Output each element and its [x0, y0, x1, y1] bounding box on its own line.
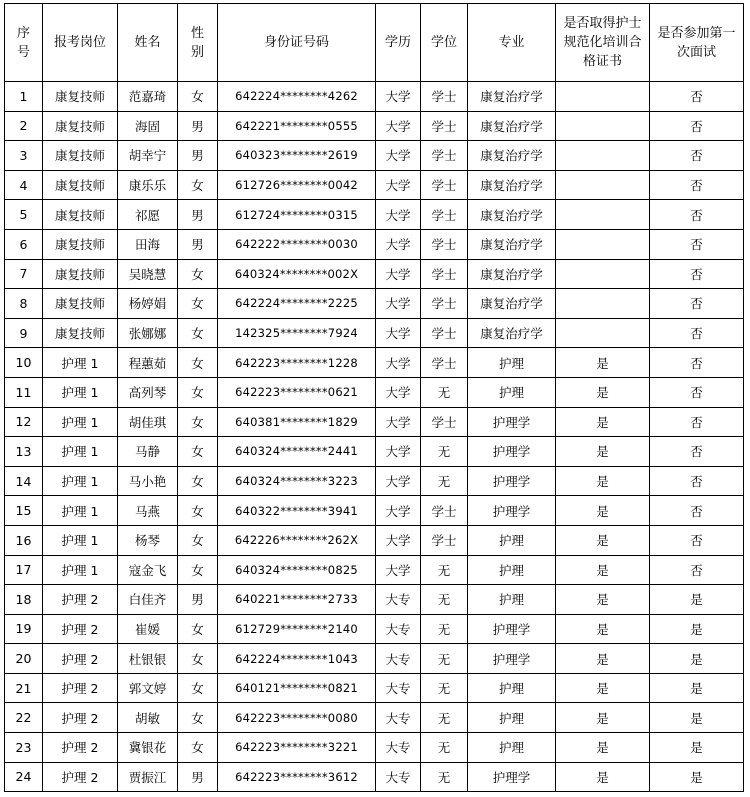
education-cell: 大专: [376, 703, 421, 733]
name-cell: 马燕: [118, 496, 178, 526]
major-cell: 护理: [468, 377, 556, 407]
gender-cell: 男: [178, 200, 218, 230]
education-cell: 大学: [376, 437, 421, 467]
gender-cell: 女: [178, 318, 218, 348]
seq-cell: 16: [5, 525, 43, 555]
first-interview-cell: 否: [650, 141, 744, 171]
table-row: [5, 703, 744, 733]
id-number-cell: 642223********3612: [218, 762, 376, 792]
seq-cell: 9: [5, 318, 43, 348]
table-row: [5, 348, 744, 378]
gender-cell: 女: [178, 703, 218, 733]
first-interview-cell: 否: [650, 496, 744, 526]
degree-cell: 学士: [421, 525, 468, 555]
first-interview-cell: 是: [650, 733, 744, 763]
seq-cell: 11: [5, 377, 43, 407]
first-interview-cell: 是: [650, 762, 744, 792]
major-cell: 康复治疗学: [468, 170, 556, 200]
table-row: [5, 555, 744, 585]
nurse-certificate-cell: 是: [556, 466, 650, 496]
id-number-cell: 640323********2619: [218, 141, 376, 171]
major-cell: 护理学: [468, 496, 556, 526]
id-number-cell: 142325********7924: [218, 318, 376, 348]
seq-cell: 8: [5, 289, 43, 319]
name-cell: 高列琴: [118, 377, 178, 407]
table-row: [5, 644, 744, 674]
id-number-cell: 640381********1829: [218, 407, 376, 437]
id-number-cell: 640324********0825: [218, 555, 376, 585]
table-row: [5, 229, 744, 259]
degree-cell: 无: [421, 614, 468, 644]
first-interview-cell: 否: [650, 407, 744, 437]
header-nurse-certificate: 是否取得护士规范化培训合格证书: [556, 4, 650, 82]
education-cell: 大专: [376, 673, 421, 703]
first-interview-cell: 是: [650, 703, 744, 733]
seq-cell: 18: [5, 585, 43, 615]
seq-cell: 23: [5, 733, 43, 763]
education-cell: 大学: [376, 111, 421, 141]
gender-cell: 女: [178, 377, 218, 407]
table-row: [5, 111, 744, 141]
position-cell: 护理 2: [43, 644, 118, 674]
seq-cell: 19: [5, 614, 43, 644]
nurse-certificate-cell: 是: [556, 733, 650, 763]
gender-cell: 男: [178, 229, 218, 259]
gender-cell: 女: [178, 82, 218, 112]
education-cell: 大学: [376, 318, 421, 348]
education-cell: 大学: [376, 170, 421, 200]
nurse-certificate-cell: [556, 289, 650, 319]
header-id-number: 身份证号码: [218, 4, 376, 82]
nurse-certificate-cell: 是: [556, 407, 650, 437]
degree-cell: 学士: [421, 259, 468, 289]
first-interview-cell: 否: [650, 82, 744, 112]
first-interview-cell: 否: [650, 259, 744, 289]
name-cell: 范嘉琦: [118, 82, 178, 112]
id-number-cell: 642223********1228: [218, 348, 376, 378]
degree-cell: 学士: [421, 170, 468, 200]
first-interview-cell: 否: [650, 289, 744, 319]
gender-cell: 女: [178, 348, 218, 378]
first-interview-cell: 是: [650, 644, 744, 674]
table-row: [5, 259, 744, 289]
first-interview-cell: 否: [650, 111, 744, 141]
name-cell: 程蕙茹: [118, 348, 178, 378]
name-cell: 胡幸宁: [118, 141, 178, 171]
id-number-cell: 642224********1043: [218, 644, 376, 674]
header-seq: 序号: [5, 4, 43, 82]
first-interview-cell: 是: [650, 673, 744, 703]
nurse-certificate-cell: [556, 200, 650, 230]
degree-cell: 无: [421, 437, 468, 467]
position-cell: 护理 1: [43, 525, 118, 555]
name-cell: 白佳齐: [118, 585, 178, 615]
name-cell: 寇金飞: [118, 555, 178, 585]
table-row: [5, 614, 744, 644]
position-cell: 护理 2: [43, 703, 118, 733]
position-cell: 康复技师: [43, 111, 118, 141]
position-cell: 护理 2: [43, 673, 118, 703]
major-cell: 护理: [468, 673, 556, 703]
major-cell: 康复治疗学: [468, 111, 556, 141]
id-number-cell: 640322********3941: [218, 496, 376, 526]
header-name: 姓名: [118, 4, 178, 82]
seq-cell: 22: [5, 703, 43, 733]
seq-cell: 20: [5, 644, 43, 674]
education-cell: 大学: [376, 496, 421, 526]
major-cell: 护理: [468, 733, 556, 763]
major-cell: 护理: [468, 585, 556, 615]
degree-cell: 无: [421, 377, 468, 407]
position-cell: 护理 1: [43, 466, 118, 496]
seq-cell: 14: [5, 466, 43, 496]
header-major: 专业: [468, 4, 556, 82]
id-number-cell: 642222********0030: [218, 229, 376, 259]
position-cell: 康复技师: [43, 141, 118, 171]
gender-cell: 女: [178, 555, 218, 585]
gender-cell: 女: [178, 614, 218, 644]
name-cell: 崔媛: [118, 614, 178, 644]
id-number-cell: 640221********2733: [218, 585, 376, 615]
gender-cell: 女: [178, 525, 218, 555]
seq-cell: 12: [5, 407, 43, 437]
name-cell: 冀银花: [118, 733, 178, 763]
major-cell: 康复治疗学: [468, 259, 556, 289]
name-cell: 杨婷娟: [118, 289, 178, 319]
name-cell: 马小艳: [118, 466, 178, 496]
degree-cell: 无: [421, 733, 468, 763]
id-number-cell: 642224********2225: [218, 289, 376, 319]
gender-cell: 男: [178, 762, 218, 792]
education-cell: 大专: [376, 614, 421, 644]
name-cell: 胡敏: [118, 703, 178, 733]
gender-cell: 女: [178, 259, 218, 289]
major-cell: 护理学: [468, 644, 556, 674]
name-cell: 田海: [118, 229, 178, 259]
nurse-certificate-cell: [556, 229, 650, 259]
nurse-certificate-cell: [556, 170, 650, 200]
major-cell: 护理学: [468, 466, 556, 496]
name-cell: 郭文婷: [118, 673, 178, 703]
nurse-certificate-cell: [556, 111, 650, 141]
table-row: [5, 141, 744, 171]
table-header: [5, 4, 744, 82]
degree-cell: 学士: [421, 318, 468, 348]
major-cell: 康复治疗学: [468, 141, 556, 171]
gender-cell: 女: [178, 673, 218, 703]
education-cell: 大学: [376, 407, 421, 437]
education-cell: 大学: [376, 377, 421, 407]
first-interview-cell: 否: [650, 437, 744, 467]
header-first-interview: 是否参加第一次面试: [650, 4, 744, 82]
education-cell: 大学: [376, 259, 421, 289]
education-cell: 大专: [376, 762, 421, 792]
major-cell: 护理: [468, 555, 556, 585]
id-number-cell: 612724********0315: [218, 200, 376, 230]
degree-cell: 无: [421, 555, 468, 585]
education-cell: 大学: [376, 141, 421, 171]
degree-cell: 学士: [421, 200, 468, 230]
nurse-certificate-cell: 是: [556, 703, 650, 733]
seq-cell: 15: [5, 496, 43, 526]
first-interview-cell: 否: [650, 170, 744, 200]
education-cell: 大学: [376, 555, 421, 585]
nurse-certificate-cell: 是: [556, 377, 650, 407]
nurse-certificate-cell: 是: [556, 644, 650, 674]
seq-cell: 10: [5, 348, 43, 378]
id-number-cell: 640324********002X: [218, 259, 376, 289]
name-cell: 杜银银: [118, 644, 178, 674]
position-cell: 护理 1: [43, 555, 118, 585]
major-cell: 护理学: [468, 407, 556, 437]
name-cell: 吴晓慧: [118, 259, 178, 289]
first-interview-cell: 否: [650, 555, 744, 585]
first-interview-cell: 否: [650, 466, 744, 496]
table-row: [5, 496, 744, 526]
gender-cell: 女: [178, 437, 218, 467]
seq-cell: 2: [5, 111, 43, 141]
name-cell: 海固: [118, 111, 178, 141]
major-cell: 护理: [468, 348, 556, 378]
header-position: 报考岗位: [43, 4, 118, 82]
id-number-cell: 612729********2140: [218, 614, 376, 644]
table-row: [5, 377, 744, 407]
position-cell: 护理 1: [43, 496, 118, 526]
position-cell: 护理 2: [43, 614, 118, 644]
seq-cell: 13: [5, 437, 43, 467]
gender-cell: 女: [178, 407, 218, 437]
nurse-certificate-cell: [556, 82, 650, 112]
gender-cell: 女: [178, 466, 218, 496]
major-cell: 护理学: [468, 614, 556, 644]
education-cell: 大学: [376, 82, 421, 112]
gender-cell: 女: [178, 496, 218, 526]
education-cell: 大专: [376, 733, 421, 763]
degree-cell: 无: [421, 673, 468, 703]
position-cell: 康复技师: [43, 229, 118, 259]
position-cell: 护理 1: [43, 377, 118, 407]
education-cell: 大学: [376, 200, 421, 230]
degree-cell: 学士: [421, 82, 468, 112]
position-cell: 护理 2: [43, 762, 118, 792]
degree-cell: 学士: [421, 289, 468, 319]
nurse-certificate-cell: 是: [556, 348, 650, 378]
position-cell: 护理 1: [43, 407, 118, 437]
degree-cell: 学士: [421, 348, 468, 378]
table-row: [5, 525, 744, 555]
table-row: [5, 673, 744, 703]
nurse-certificate-cell: 是: [556, 525, 650, 555]
candidate-table: [4, 3, 744, 792]
seq-cell: 21: [5, 673, 43, 703]
id-number-cell: 642223********0080: [218, 703, 376, 733]
id-number-cell: 642224********4262: [218, 82, 376, 112]
first-interview-cell: 否: [650, 348, 744, 378]
degree-cell: 无: [421, 585, 468, 615]
first-interview-cell: 否: [650, 525, 744, 555]
first-interview-cell: 是: [650, 614, 744, 644]
nurse-certificate-cell: 是: [556, 496, 650, 526]
education-cell: 大学: [376, 289, 421, 319]
major-cell: 康复治疗学: [468, 318, 556, 348]
name-cell: 祁愿: [118, 200, 178, 230]
degree-cell: 学士: [421, 229, 468, 259]
table-row: [5, 82, 744, 112]
position-cell: 康复技师: [43, 200, 118, 230]
name-cell: 康乐乐: [118, 170, 178, 200]
nurse-certificate-cell: 是: [556, 762, 650, 792]
name-cell: 贾振江: [118, 762, 178, 792]
major-cell: 护理: [468, 703, 556, 733]
id-number-cell: 642223********0621: [218, 377, 376, 407]
id-number-cell: 612726********0042: [218, 170, 376, 200]
gender-cell: 女: [178, 733, 218, 763]
header-row: [5, 4, 744, 82]
id-number-cell: 642223********3221: [218, 733, 376, 763]
position-cell: 护理 2: [43, 733, 118, 763]
gender-cell: 女: [178, 170, 218, 200]
seq-cell: 4: [5, 170, 43, 200]
position-cell: 康复技师: [43, 82, 118, 112]
seq-cell: 17: [5, 555, 43, 585]
major-cell: 护理学: [468, 762, 556, 792]
seq-cell: 24: [5, 762, 43, 792]
nurse-certificate-cell: 是: [556, 673, 650, 703]
id-number-cell: 640121********0821: [218, 673, 376, 703]
header-gender: 性别: [178, 4, 218, 82]
degree-cell: 无: [421, 762, 468, 792]
gender-cell: 男: [178, 585, 218, 615]
name-cell: 胡佳琪: [118, 407, 178, 437]
header-degree: 学位: [421, 4, 468, 82]
first-interview-cell: 否: [650, 229, 744, 259]
degree-cell: 无: [421, 644, 468, 674]
position-cell: 康复技师: [43, 289, 118, 319]
position-cell: 护理 1: [43, 348, 118, 378]
name-cell: 张娜娜: [118, 318, 178, 348]
gender-cell: 男: [178, 111, 218, 141]
table-row: [5, 289, 744, 319]
education-cell: 大学: [376, 229, 421, 259]
table-row: [5, 437, 744, 467]
degree-cell: 无: [421, 703, 468, 733]
education-cell: 大专: [376, 585, 421, 615]
table-row: [5, 733, 744, 763]
seq-cell: 6: [5, 229, 43, 259]
table-body: [5, 82, 744, 792]
header-education: 学历: [376, 4, 421, 82]
id-number-cell: 640324********3223: [218, 466, 376, 496]
seq-cell: 3: [5, 141, 43, 171]
position-cell: 护理 2: [43, 585, 118, 615]
nurse-certificate-cell: [556, 318, 650, 348]
major-cell: 护理学: [468, 437, 556, 467]
gender-cell: 女: [178, 644, 218, 674]
position-cell: 护理 1: [43, 437, 118, 467]
gender-cell: 女: [178, 289, 218, 319]
major-cell: 康复治疗学: [468, 229, 556, 259]
seq-cell: 1: [5, 82, 43, 112]
name-cell: 马静: [118, 437, 178, 467]
degree-cell: 无: [421, 466, 468, 496]
seq-cell: 7: [5, 259, 43, 289]
table-row: [5, 407, 744, 437]
position-cell: 康复技师: [43, 259, 118, 289]
nurse-certificate-cell: 是: [556, 437, 650, 467]
table-row: [5, 762, 744, 792]
major-cell: 康复治疗学: [468, 82, 556, 112]
education-cell: 大学: [376, 348, 421, 378]
seq-cell: 5: [5, 200, 43, 230]
education-cell: 大学: [376, 466, 421, 496]
first-interview-cell: 是: [650, 585, 744, 615]
id-number-cell: 640324********2441: [218, 437, 376, 467]
degree-cell: 学士: [421, 496, 468, 526]
first-interview-cell: 否: [650, 318, 744, 348]
position-cell: 康复技师: [43, 318, 118, 348]
table-row: [5, 585, 744, 615]
major-cell: 康复治疗学: [468, 289, 556, 319]
degree-cell: 学士: [421, 111, 468, 141]
degree-cell: 学士: [421, 407, 468, 437]
first-interview-cell: 否: [650, 377, 744, 407]
nurse-certificate-cell: 是: [556, 555, 650, 585]
education-cell: 大专: [376, 644, 421, 674]
id-number-cell: 642221********0555: [218, 111, 376, 141]
table-row: [5, 200, 744, 230]
nurse-certificate-cell: 是: [556, 614, 650, 644]
name-cell: 杨琴: [118, 525, 178, 555]
nurse-certificate-cell: [556, 141, 650, 171]
table-row: [5, 170, 744, 200]
education-cell: 大学: [376, 525, 421, 555]
nurse-certificate-cell: 是: [556, 585, 650, 615]
degree-cell: 学士: [421, 141, 468, 171]
position-cell: 康复技师: [43, 170, 118, 200]
first-interview-cell: 否: [650, 200, 744, 230]
major-cell: 康复治疗学: [468, 200, 556, 230]
gender-cell: 男: [178, 141, 218, 171]
table-row: [5, 466, 744, 496]
table-row: [5, 318, 744, 348]
major-cell: 护理: [468, 525, 556, 555]
id-number-cell: 642226********262X: [218, 525, 376, 555]
nurse-certificate-cell: [556, 259, 650, 289]
